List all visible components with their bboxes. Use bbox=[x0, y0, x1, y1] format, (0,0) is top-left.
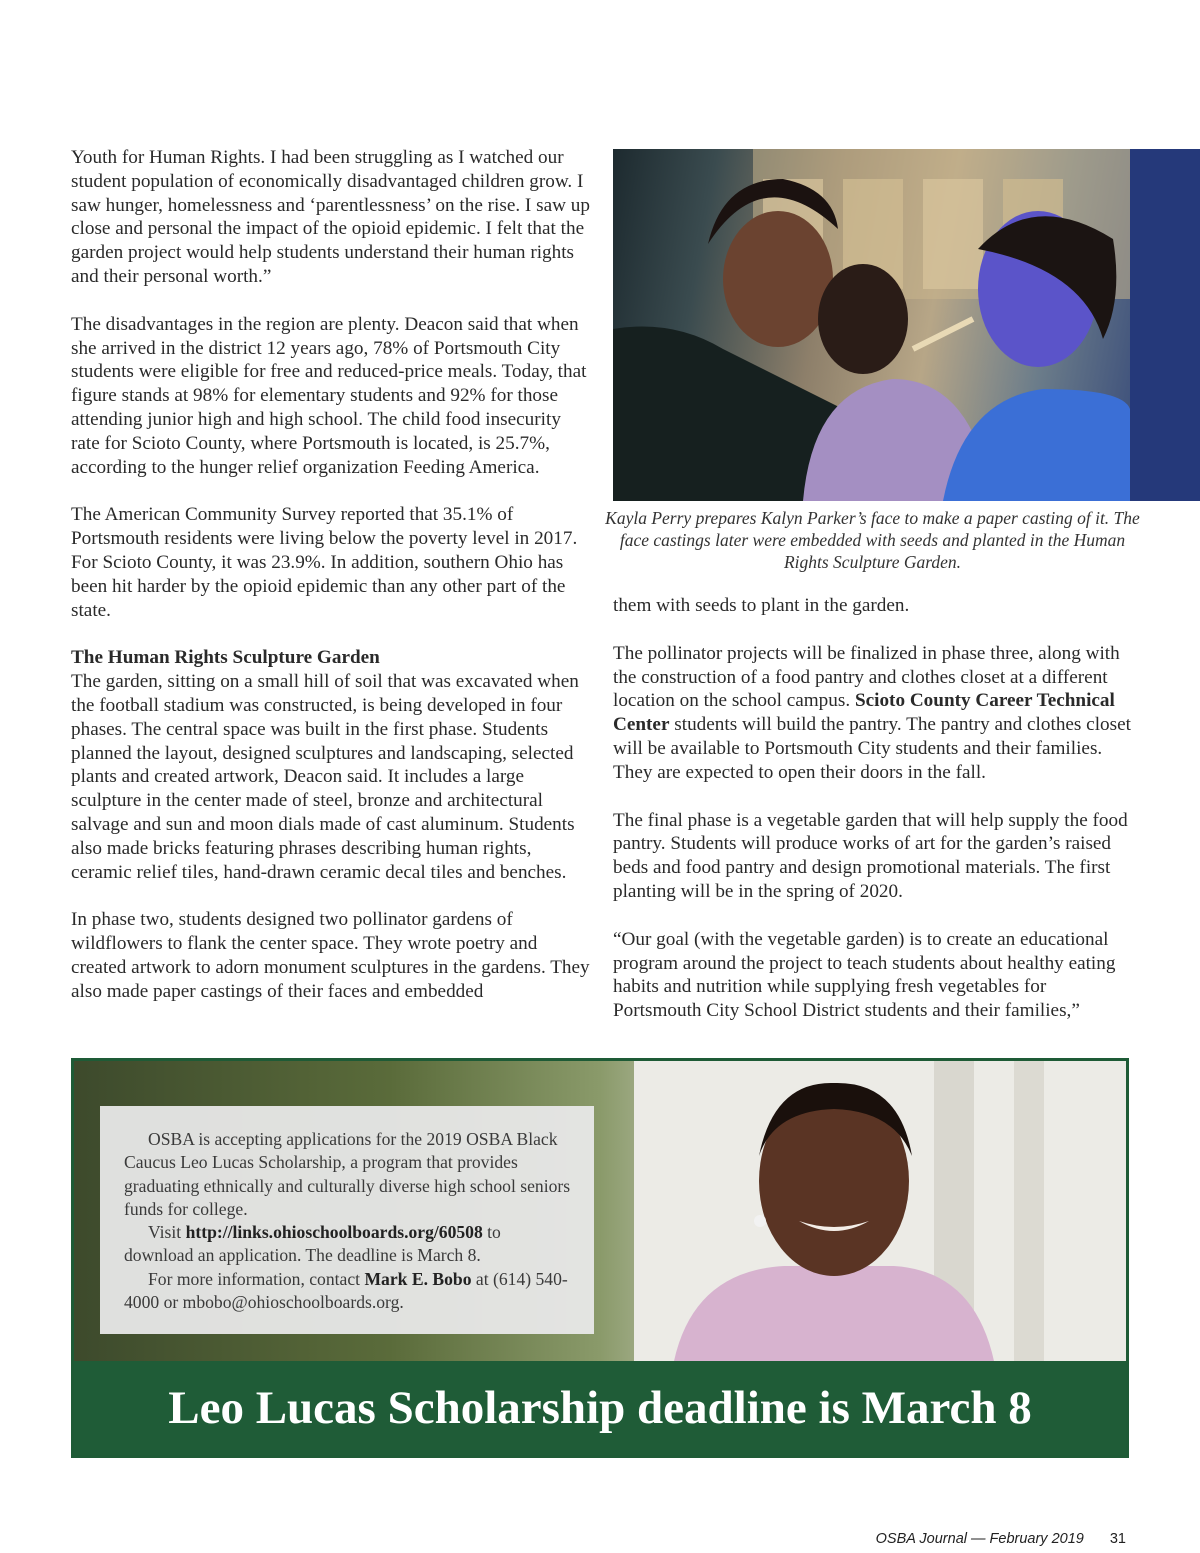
accent-bar bbox=[1130, 149, 1200, 501]
paragraph: The final phase is a vegetable garden that will help supply the food pantry. Students will produce works of art for the garden’s raised beds and food pantry and design promotional materials. The first planting will be in the spring of 2020. bbox=[613, 809, 1128, 902]
contact-name: Mark E. Bobo bbox=[364, 1268, 472, 1289]
ad-paragraph bbox=[124, 1221, 574, 1268]
ad-info-box bbox=[100, 1106, 594, 1334]
text-run: Visit bbox=[148, 1222, 186, 1243]
photo-illustration bbox=[613, 149, 1130, 501]
paragraph: them with seeds to plant in the garden. bbox=[613, 595, 910, 616]
section-heading: The Human Rights Sculpture Garden bbox=[71, 647, 380, 669]
article-right-column bbox=[613, 594, 1135, 1047]
ad-paragraph bbox=[124, 1128, 574, 1221]
article-photo bbox=[613, 149, 1130, 501]
paragraph: The garden, sitting on a small hill of soil that was excavated when the football stadium was constructed, is being developed in four phases. The central space was built in the first phase. Students planned the layout, designed sculptures and landscaping, selected plants and created artwork, Deacon said. It includes a large sculpture in the center made of steel, bronze and architectural salvage and sun and moon dials made of cast aluminum. Students also made bricks featuring phrases describing human rights, ceramic relief tiles, hand-drawn ceramic decal tiles and benches. bbox=[71, 671, 579, 883]
page-footer bbox=[700, 1531, 1126, 1547]
photo-caption: Kayla Perry prepares Kalyn Parker’s face to make a paper casting of it. The face castings later were embedded with seeds and planted in the Human Rights Sculpture Garden. bbox=[605, 508, 1140, 572]
text-run: OSBA is accepting applications for the 2019 OSBA Black Caucus Leo Lucas Scholarship, a program that provides graduating ethnically and culturally diverse high school seniors funds for college. bbox=[124, 1129, 571, 1219]
paragraph: In phase two, students designed two pollinator gardens of wildflowers to flank the center space. They wrote poetry and created artwork to adorn monument sculptures in the gardens. They also made paper castings of their faces and embedded bbox=[71, 909, 590, 1002]
paragraph: The American Community Survey reported that 35.1% of Portsmouth residents were living below the poverty level in 2017. For Scioto County, it was 23.9%. In addition, southern Ohio has been hit harder by the opioid epidemic than any other part of the state. bbox=[71, 504, 578, 621]
application-link[interactable]: http://links.ohioschoolboards.org/60508 bbox=[185, 1222, 483, 1243]
text-run: students will build the pantry. The pantry and clothes closet will be available to Portsmouth City students and their families. They are expected to open their doors in the fall. bbox=[613, 714, 1131, 783]
page-number: 31 bbox=[1109, 1531, 1126, 1547]
student-photo bbox=[634, 1061, 1129, 1361]
scholarship-ad bbox=[71, 1058, 1129, 1458]
text-run: to download an application. The deadline is March 8. bbox=[124, 1222, 501, 1266]
article-left-column bbox=[71, 146, 591, 1028]
paragraph: “Our goal (with the vegetable garden) is to create an educational program around the project to teach students about healthy eating habits and nutrition while supplying fresh vegetables for Portsmouth City School District students and their families,” bbox=[613, 928, 1116, 1022]
paragraph: The disadvantages in the region are plenty. Deacon said that when she arrived in the district 12 years ago, 78% of Portsmouth City students were eligible for free and reduced-price meals. Today, that figure stands at 98% for elementary students and 92% for those attending junior high and high school. The child food insecurity rate for Scioto County, where Portsmouth is located, is 25.7%, according to the hunger relief organization Feeding America. bbox=[71, 313, 587, 478]
bold-text: Scioto County Career Technical Center bbox=[613, 690, 1115, 736]
text-run: The pollinator projects will be finalized in phase three, along with the construction of a food pantry and clothes closet at a different location on the school campus. bbox=[613, 642, 1120, 712]
ad-paragraph bbox=[124, 1268, 574, 1315]
paragraph bbox=[613, 642, 1135, 785]
ad-banner-title: Leo Lucas Scholarship deadline is March 8 bbox=[74, 1361, 1126, 1455]
text-run: For more information, contact bbox=[148, 1268, 365, 1289]
section bbox=[71, 646, 591, 884]
journal-title: OSBA Journal — February 2019 bbox=[875, 1531, 1084, 1547]
text-run: at (614) 540-4000 or mbobo@ohioschoolboards.org. bbox=[124, 1268, 568, 1313]
paragraph: Youth for Human Rights. I had been struggling as I watched our student population of economically disadvantaged children grow. I saw hunger, homelessness and ‘parentlessness’ on the rise. I saw up close and personal the impact of the opioid epidemic. I felt that the garden project would help students understand their human rights and their personal worth.” bbox=[71, 147, 590, 287]
